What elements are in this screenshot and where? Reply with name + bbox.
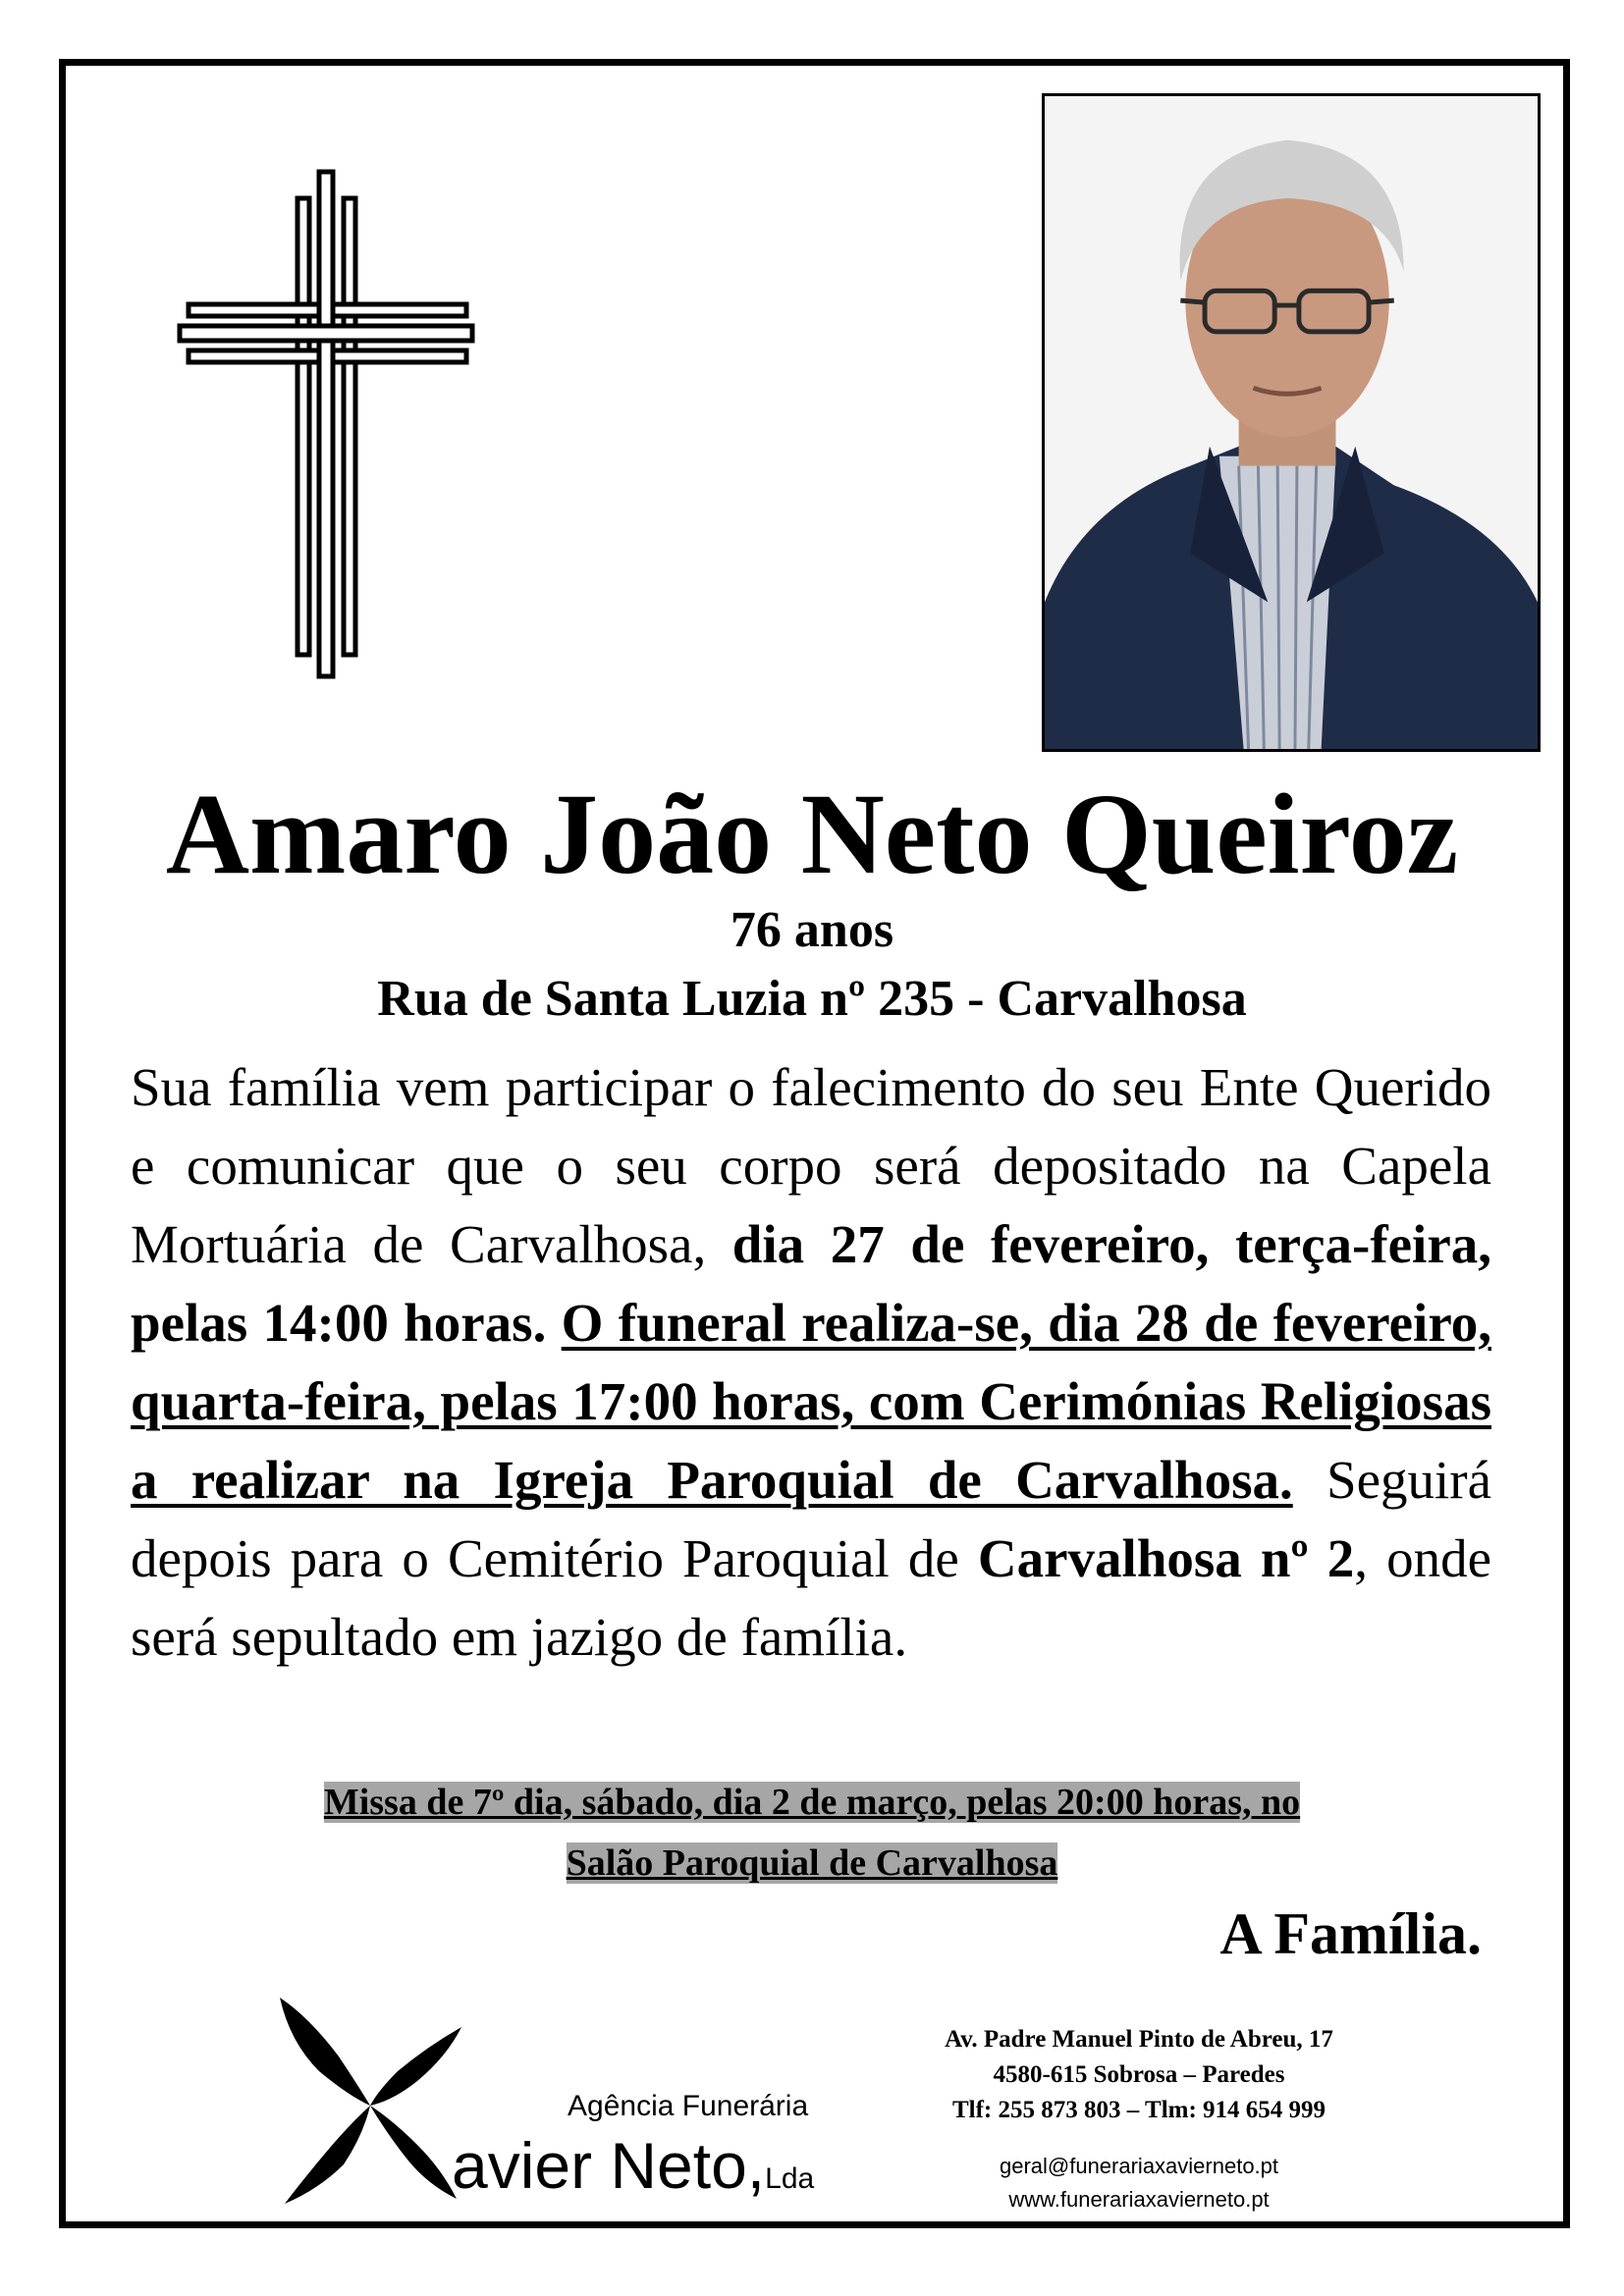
agency-contact xyxy=(864,2022,1414,2128)
mass-line-2: Salão Paroquial de Carvalhosa xyxy=(566,1842,1058,1884)
x-logo-icon xyxy=(280,1998,461,2204)
cemetery-name: Carvalhosa nº 2 xyxy=(977,1528,1355,1588)
agency-web xyxy=(864,2150,1414,2216)
deceased-name: Amaro João Neto Queiroz xyxy=(165,770,1459,898)
deceased-address: Rua de Santa Luzia nº 235 - Carvalhosa xyxy=(377,971,1247,1027)
body-part-2: Seguirá depois para o Cemitério Paroquial de xyxy=(131,1450,1492,1588)
body-space xyxy=(546,1293,561,1353)
body-part-3: , onde será sepultado em jazigo de família. xyxy=(131,1528,1491,1667)
agency-address-2: 4580-615 Sobrosa – Paredes xyxy=(993,2061,1285,2088)
agency-email[interactable]: geral@funerariaxavierneto.pt xyxy=(999,2154,1279,2178)
agency-address-1: Av. Padre Manuel Pinto de Abreu, 17 xyxy=(945,2026,1333,2053)
portrait-photo xyxy=(1042,93,1541,752)
deceased-age: 76 anos xyxy=(730,902,894,958)
signoff: A Família. xyxy=(1219,1901,1482,1966)
cross-icon xyxy=(177,169,475,679)
agency-suffix: Lda xyxy=(765,2163,815,2195)
agency-phones: Tlf: 255 873 803 – Tlm: 914 654 999 xyxy=(951,2097,1326,2123)
funeral-details: O funeral realiza-se, dia 28 de fevereiro, quarta-feira, pelas 17:00 horas, com Cerimónias Religiosas a realizar na Igreja Paroquial de Carvalhosa. xyxy=(131,1293,1492,1510)
mass-notice xyxy=(0,1772,1624,1894)
agency-website[interactable]: www.funerariaxavierneto.pt xyxy=(1008,2187,1270,2212)
mass-line-1: Missa de 7º dia, sábado, dia 2 de março, pelas 20:00 horas, no xyxy=(323,1782,1301,1823)
notice-body xyxy=(131,1048,1491,1677)
agency-name xyxy=(452,2128,814,2216)
agency-label: Agência Funerária xyxy=(568,2090,809,2122)
wake-details: dia 27 de fevereiro, terça-feira, pelas 14:00 horas. xyxy=(131,1214,1491,1353)
agency-name-text: avier Neto, xyxy=(452,2129,766,2202)
body-part-1: Sua família vem participar o falecimento do seu Ente Querido e comunicar que o seu corpo será depositado na Capela Mortuária de Carvalhosa, xyxy=(131,1057,1491,1274)
